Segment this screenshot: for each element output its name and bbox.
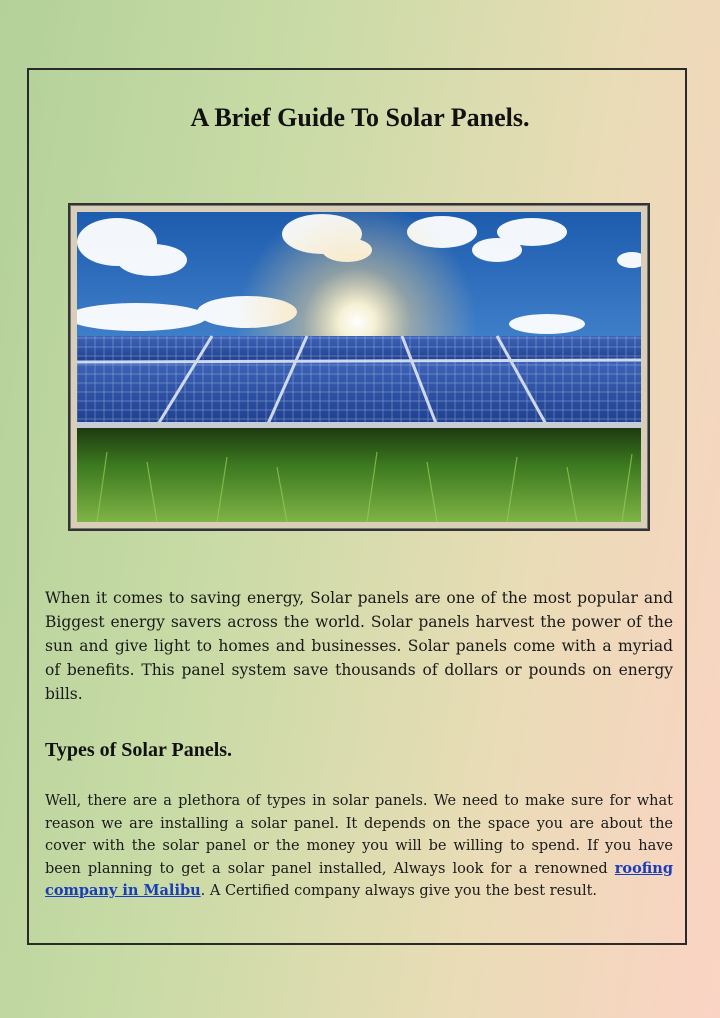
intro-paragraph: When it comes to saving energy, Solar panels are one of the most popular and Biggest energy savers across the world. Solar panels harvest the power of the sun and give light to homes and businesses. Solar panels come with a myriad of benefits. This panel system save thousands of dollars or pounds on energy bills. bbox=[45, 589, 673, 703]
section-text-before-link: Well, there are a plethora of types in solar panels. We need to make sure for what reason we are installing a solar panel. It depends on the space you are about the cover with the solar panel or the money you will be willing to spend. If you have been planning to get a solar panel installed, Always look for a renowned bbox=[45, 793, 673, 877]
solar-panel-photo-frame bbox=[68, 203, 650, 531]
roofing-company-link[interactable]: roofing company in Malibu bbox=[45, 859, 673, 899]
page-title: A Brief Guide To Solar Panels. bbox=[190, 103, 530, 132]
section-paragraph bbox=[45, 790, 673, 903]
section-text-after-link: . A Certified company always give you the best result. bbox=[200, 883, 598, 899]
section-heading: Types of Solar Panels. bbox=[45, 739, 233, 761]
solar-panel-photo bbox=[77, 212, 641, 522]
